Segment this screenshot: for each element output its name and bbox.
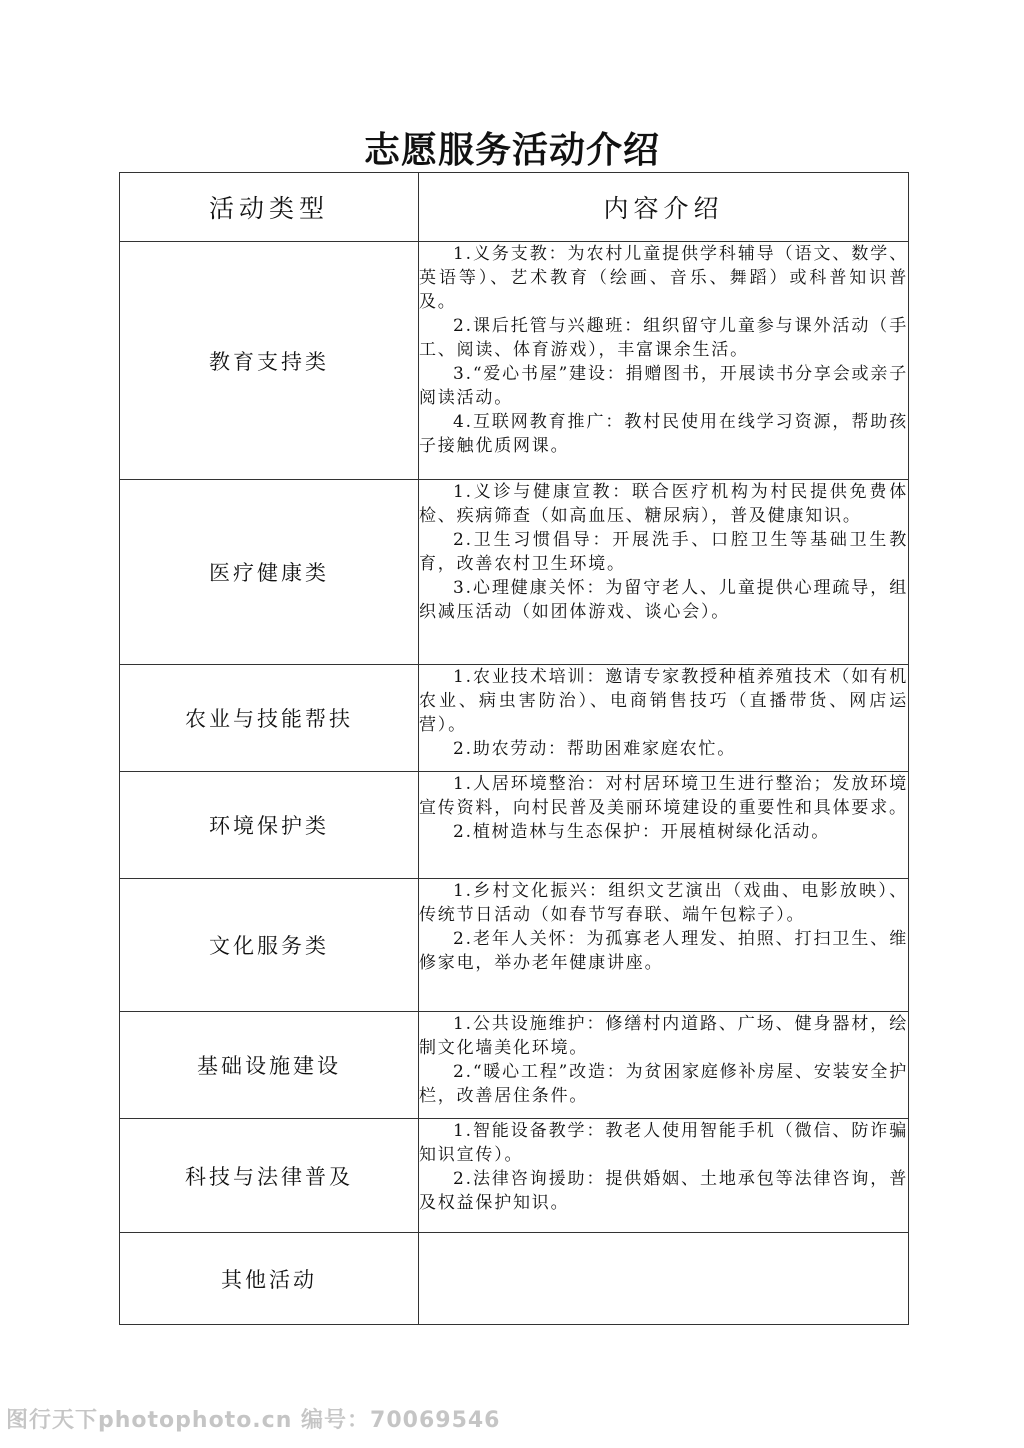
list-item: 1.人居环境整治：对村居环境卫生进行整治；发放环境宣传资料，向村民普及美丽环境建设的重要性和具体要求。 bbox=[419, 774, 908, 818]
row-type: 其他活动 bbox=[120, 1233, 419, 1325]
page-title: 志愿服务活动介绍 bbox=[363, 130, 660, 171]
row-content bbox=[419, 1119, 909, 1233]
table-row bbox=[120, 480, 909, 665]
activity-table bbox=[119, 172, 909, 1325]
header-content: 内容介绍 bbox=[419, 173, 909, 242]
table-row bbox=[120, 1233, 909, 1325]
row-content bbox=[419, 480, 909, 665]
list-item: 2.课后托管与兴趣班：组织留守儿童参与课外活动（手工、阅读、体育游戏），丰富课余生活。 bbox=[419, 316, 908, 360]
list-item: 2.法律咨询援助：提供婚姻、土地承包等法律咨询，普及权益保护知识。 bbox=[419, 1169, 908, 1213]
list-item: 2.老年人关怀：为孤寡老人理发、拍照、打扫卫生、维修家电，举办老年健康讲座。 bbox=[419, 929, 908, 973]
row-content-empty bbox=[419, 1233, 909, 1325]
row-type: 教育支持类 bbox=[120, 242, 419, 480]
row-content bbox=[419, 772, 909, 879]
list-item: 2.助农劳动：帮助困难家庭农忙。 bbox=[453, 739, 737, 759]
list-item: 1.义务支教：为农村儿童提供学科辅导（语文、数学、英语等）、艺术教育（绘画、音乐、舞蹈）或科普知识普及。 bbox=[419, 244, 908, 312]
table-row bbox=[120, 1012, 909, 1119]
table-row bbox=[120, 879, 909, 1012]
list-item: 1.乡村文化振兴：组织文艺演出（戏曲、电影放映）、传统节日活动（如春节写春联、端午包粽子）。 bbox=[419, 881, 908, 925]
row-type: 基础设施建设 bbox=[120, 1012, 419, 1119]
table-row bbox=[120, 665, 909, 772]
watermark: 图行天下photophoto.cn 编号：70069546 bbox=[6, 1408, 501, 1433]
row-type: 文化服务类 bbox=[120, 879, 419, 1012]
list-item: 2.卫生习惯倡导：开展洗手、口腔卫生等基础卫生教育，改善农村卫生环境。 bbox=[419, 530, 908, 574]
row-type: 农业与技能帮扶 bbox=[120, 665, 419, 772]
table-header-row bbox=[120, 173, 909, 242]
row-content bbox=[419, 879, 909, 1012]
row-content bbox=[419, 665, 909, 772]
list-item: 1.智能设备教学：教老人使用智能手机（微信、防诈骗知识宣传）。 bbox=[419, 1121, 908, 1165]
list-item: 1.农业技术培训：邀请专家教授种植养殖技术（如有机农业、病虫害防治）、电商销售技巧（直播带货、网店运营）。 bbox=[419, 667, 908, 735]
header-type: 活动类型 bbox=[120, 173, 419, 242]
row-content bbox=[419, 1012, 909, 1119]
row-type: 医疗健康类 bbox=[120, 480, 419, 665]
row-type: 环境保护类 bbox=[120, 772, 419, 879]
list-item: 1.义诊与健康宣教：联合医疗机构为村民提供免费体检、疾病筛查（如高血压、糖尿病），普及健康知识。 bbox=[419, 482, 908, 526]
list-item: 2.“暖心工程”改造：为贫困家庭修补房屋、安装安全护栏，改善居住条件。 bbox=[419, 1062, 908, 1106]
row-content bbox=[419, 242, 909, 480]
row-type: 科技与法律普及 bbox=[120, 1119, 419, 1233]
table-row bbox=[120, 772, 909, 879]
table-row bbox=[120, 1119, 909, 1233]
list-item: 3.“爱心书屋”建设：捐赠图书，开展读书分享会或亲子阅读活动。 bbox=[419, 364, 908, 408]
table-row bbox=[120, 242, 909, 480]
list-item: 3.心理健康关怀：为留守老人、儿童提供心理疏导，组织减压活动（如团体游戏、谈心会）。 bbox=[419, 578, 908, 622]
list-item: 1.公共设施维护：修缮村内道路、广场、健身器材，绘制文化墙美化环境。 bbox=[419, 1014, 908, 1058]
list-item: 4.互联网教育推广：教村民使用在线学习资源，帮助孩子接触优质网课。 bbox=[419, 412, 908, 456]
list-item: 2.植树造林与生态保护：开展植树绿化活动。 bbox=[453, 822, 831, 842]
